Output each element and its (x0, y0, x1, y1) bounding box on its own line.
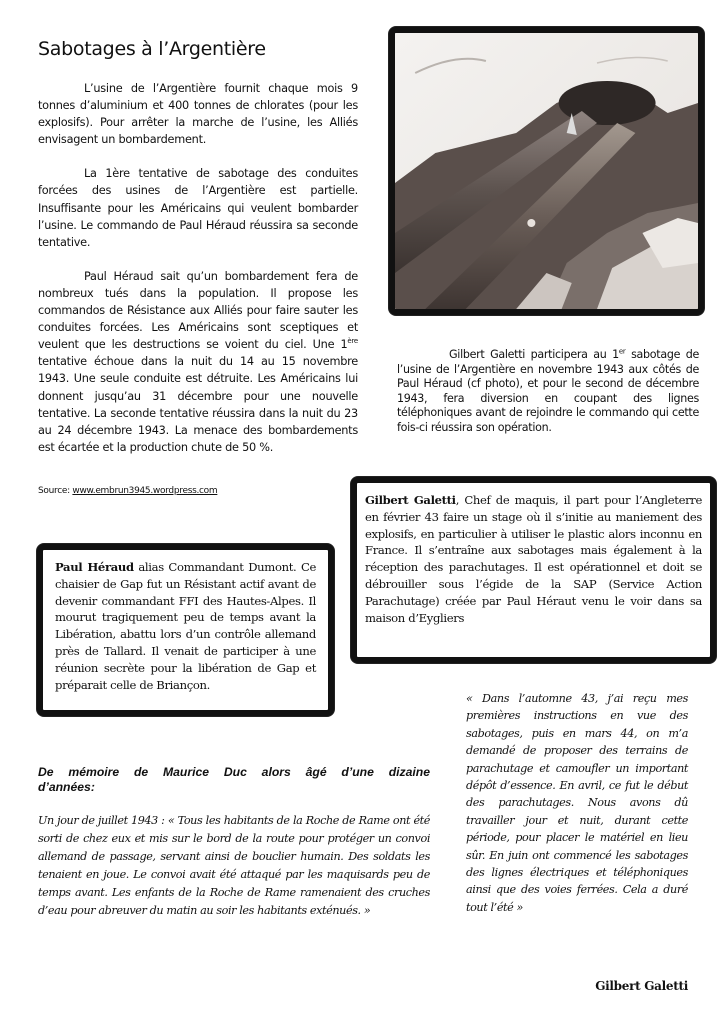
pipeline-photo (395, 33, 698, 309)
source-label: Source: (38, 486, 73, 496)
galetti-bio (365, 492, 702, 626)
article-body (38, 80, 358, 456)
paragraph-text: Paul Héraud sait qu’un bombardement fera de nombreux tués dans la population. Il propose les commandos de Résistance aux Alliés pour faire sauter les conduites forcées. Les Américains sont sceptiques et veulent que les destructions se voient du ciel. Une 1 (38, 269, 358, 352)
source-line (38, 486, 217, 496)
galetti-quote: « Dans l’automne 43, j’ai reçu mes premières instructions en vue des sabotages, puis en mars 44, on m’a demandé de proposer des terrains de parachutage et camoufler un important dépôt d’essence. En avril, ce fut le début des parachutages. Nous avons dû travailler jour et nuit, durant cette période, pour placer le matériel en lieu sûr. En juin ont commencé les sabotages des lignes électriques et téléphoniques ainsi que des voies ferrées. Cela a duré tout l’été » (466, 692, 688, 914)
source-link[interactable]: www.embrun3945.wordpress.com (72, 486, 218, 496)
bio-text: , Chef de maquis, il part pour l’Angleterre en février 43 faire un stage où il s’initie au maniement des explosifs, en particulier à utiliser le plastic alors inconnu en France. Il s’entraîne aux sabotages mais également à la réception des parachutages. Il est opérationnel et doit se débrouiller sous l’égide de la SAP (Service Action Parachutage) créée par Paul Héraut venu le voir dans sa maison d’Eygliers (365, 493, 702, 625)
photo-frame (389, 27, 704, 315)
article-paragraph (38, 268, 358, 456)
memoire-text: Un jour de juillet 1943 : « Tous les habitants de la Roche de Rame ont été sorti de chez eux et mis sur le bord de la route pour protéger un convoi allemand de passage, servant ainsi de bouclier humain. Des soldats les tenaient en joue. Le convoi avait été attaqué par les maquisards peu de temps avant. Les enfants de la Roche de Rame ramenaient des cruches d’eau pour abreuver du matin au soir les habitants exténués. » (38, 814, 430, 917)
galetti-bio-box (351, 477, 716, 663)
caption-part: Gilbert Galetti participera au 1 (449, 348, 619, 361)
bio-text: alias Commandant Dumont. Ce chaisier de Gap fut un Résistant actif avant de devenir commandant FFI des Hautes-Alpes. Il mourut tragiquement peu de temps avant la Libération, abattu lors d’un contrôle allemand près de Tallard. Il venait de participer à une réunion secrète pour la libération de Gap et préparait celle de Briançon. (55, 560, 316, 692)
article-paragraph: La 1ère tentative de sabotage des conduites forcées des usines de l’Argentière est partielle. Insuffisante pour les Américains qui veulent bombarder l’usine. Le commando de Paul Héraud réussira sa seconde tentative. (38, 167, 358, 249)
heraud-bio-box (37, 544, 334, 716)
bio-name: Paul Héraud (55, 560, 134, 574)
photo-caption (397, 348, 699, 436)
memoire-heading: De mémoire de Maurice Duc alors âgé d’une dizaine d’années: (38, 765, 430, 794)
article-paragraph: L’usine de l’Argentière fournit chaque mois 9 tonnes d’aluminium et 400 tonnes de chlorates (pour les explosifs). Pour arrêter la marche de l’usine, les Alliés envisagent un bombardement. (38, 82, 358, 147)
article-title: Sabotages à l’Argentière (38, 38, 266, 60)
ordinal-superscript: er (618, 347, 626, 356)
quote-author: Gilbert Galetti (595, 979, 688, 993)
caption-part: sabotage de l’usine de l’Argentière en novembre 1943 aux côtés de Paul Héraud (cf photo), et pour le second de décembre 1943, fera diversion en coupant des lignes téléphoniques avant de rejoindre le commando qui cette fois-ci réussira son opération. (397, 348, 699, 434)
ordinal-superscript: ère (347, 337, 358, 346)
paragraph-text: tentative échoue dans la nuit du 14 au 15 novembre 1943. Une seule conduite est détruite. Les Américains lui donnent jusqu’au 31 décembre pour une nouvelle tentative. La seconde tentative réussira dans la nuit du 23 au 24 décembre 1943. La menace des bombardements est écartée et la production chute de 50 %. (38, 355, 358, 454)
caption-text (397, 348, 699, 436)
bio-name: Gilbert Galetti (365, 493, 456, 507)
heraud-bio (55, 559, 316, 693)
